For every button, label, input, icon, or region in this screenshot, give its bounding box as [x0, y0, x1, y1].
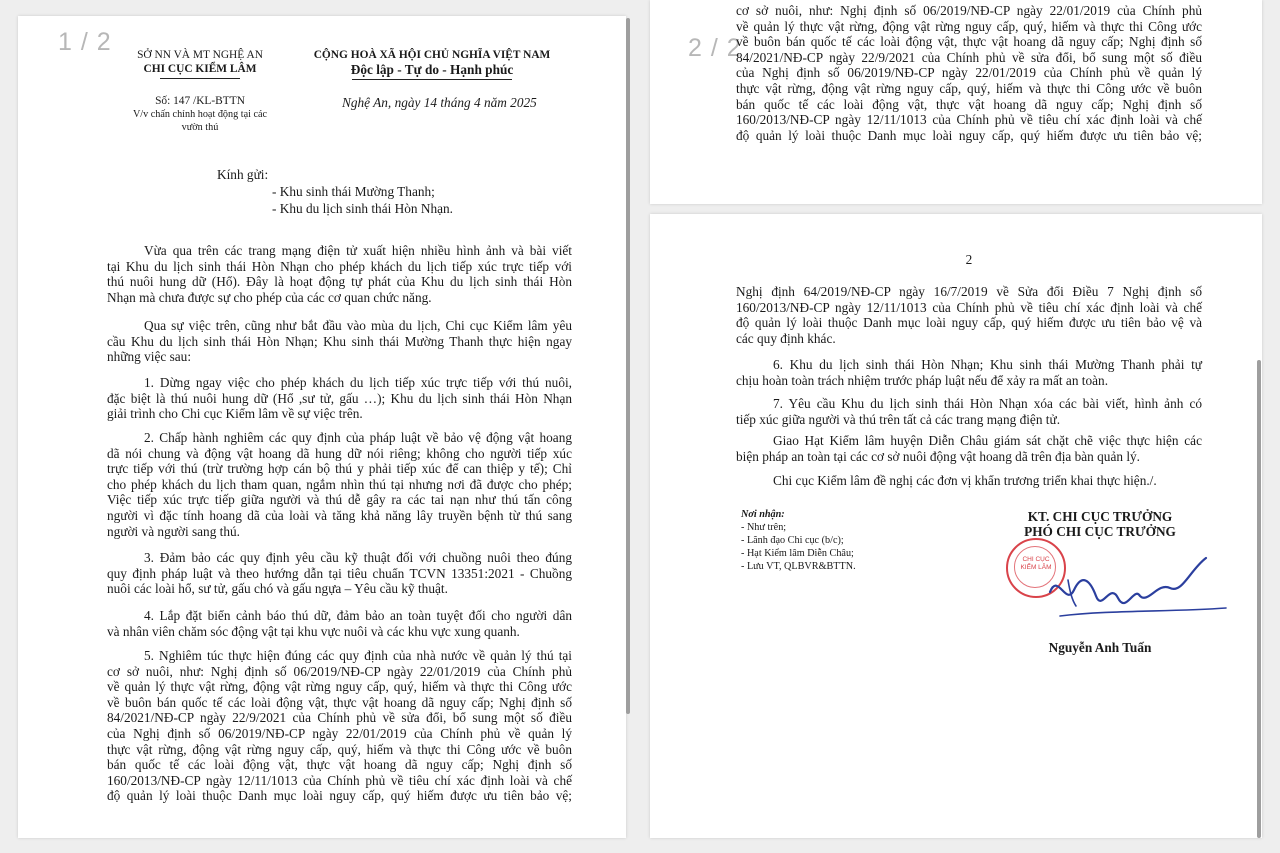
text-line: người vì đặc tính hoang dã của loài và tăng khả năng lây truyền bệnh từ thú sang	[107, 507, 572, 523]
recipients-list-item: - Như trên;	[741, 522, 787, 533]
text-line: về buôn bán quốc tế các loài động vật, thực vật hoang dã nguy cấp; Nghị định số	[736, 34, 1202, 50]
text-line: những việc sau:	[107, 349, 192, 365]
text-line: 6. Khu du lịch sinh thái Hòn Nhạn; Khu sinh thái Mường Thanh phải tự	[773, 357, 1202, 372]
text-line: thực vật rừng, động vật rừng nguy cấp, quý, hiếm và thực thi Công ước về buôn	[736, 80, 1202, 96]
text-line: và nhân viên chăm sóc động vật tại khu vực nuôi và các khu vực xung quanh.	[107, 623, 520, 639]
left-scrollbar-thumb[interactable]	[626, 18, 630, 714]
paragraph-item-4	[107, 608, 572, 639]
recipient-item: - Khu sinh thái Mường Thanh;	[272, 184, 435, 199]
country-name: CỘNG HOÀ XÃ HỘI CHỦ NGHĨA VIỆT NAM	[313, 49, 551, 61]
paragraph-item-2	[107, 430, 572, 539]
text-line: thú nuôi hung dữ (Hổ). Đây là hoạt động tự phát của Khu du lịch sinh thái Hòn	[107, 274, 572, 290]
text-line: thực vật rừng, động vật rừng nguy cấp, quý, hiếm và thực thi Công ước về buôn	[107, 741, 572, 757]
page2-paragraph-decree	[736, 284, 1202, 346]
text-line: 4. Lắp đặt biển cảnh báo thú dữ, đảm bảo an toàn tuyệt đối cho người dân	[144, 608, 572, 623]
text-line: Giao Hạt Kiểm lâm huyện Diễn Châu giám sát chặt chẽ việc thực hiện các	[773, 433, 1202, 448]
agency-line-2: CHI CỤC KIỂM LÂM	[143, 63, 257, 75]
place-date: Nghệ An, ngày 14 tháng 4 năm 2025	[342, 95, 537, 110]
page2-paragraph-supervision	[736, 433, 1202, 464]
agency-line-1: SỞ NN VÀ MT NGHỆ AN	[137, 49, 263, 61]
text-line: cơ sở nuôi, như: Nghị định số 06/2019/NĐ-CP ngày 22/01/2019 của Chính phủ	[736, 3, 1202, 18]
paragraph-item-1	[107, 375, 572, 422]
page-number: 2	[965, 252, 973, 267]
text-line: Qua sự việc trên, cũng như bắt đầu vào mùa du lịch, Chi cục Kiểm lâm yêu	[144, 318, 572, 333]
agency-underline	[160, 78, 240, 79]
signature-title-2: PHÓ CHI CỤC TRƯỞNG	[1024, 524, 1176, 539]
document-number: Số: 147 /KL-BTTN	[155, 95, 245, 107]
text-line: độ quản lý loài thuộc Danh mục loài nguy cấp, quý hiếm được ưu tiên bảo vệ và	[736, 315, 1202, 331]
text-line: biện pháp an toàn tại các cơ sở nuôi động vật hoang dã trên địa bàn quản lý.	[736, 448, 1140, 464]
text-line: chịu hoàn toàn trách nhiệm trước pháp luật nếu để xảy ra mất an toàn.	[736, 372, 1109, 388]
recipients-list-item: - Hạt Kiểm lâm Diễn Châu;	[741, 548, 854, 559]
text-line: độ quản lý loài thuộc Danh mục loài nguy cấp, quý hiếm được ưu tiên bảo vệ;	[736, 127, 1202, 143]
text-line: 160/2013/NĐ-CP ngày 12/11/1013 của Chính phủ về tiêu chí xác định loài và chế	[107, 772, 572, 788]
text-line: Nghị định 64/2019/NĐ-CP ngày 16/7/2019 về Sửa đổi Điều 7 Nghị định số	[736, 284, 1202, 299]
subject-line-1: V/v chấn chỉnh hoạt động tại các	[132, 109, 268, 120]
text-line: các quy định khác.	[736, 330, 836, 346]
text-line: của Nghị định số 06/2019/NĐ-CP ngày 22/01/2019 của Chính phủ về quản lý	[736, 65, 1202, 81]
paragraph-item-5	[107, 648, 572, 804]
text-line: 84/2021/NĐ-CP ngày 22/9/2021 của Chính phủ về sửa đổi, bổ sung một số điều	[736, 49, 1202, 65]
text-line: Vừa qua trên các trang mạng điện tử xuất hiện nhiều hình ảnh và bài viết	[144, 243, 572, 258]
recipients-list-label: Nơi nhận:	[741, 509, 785, 520]
text-line: 160/2013/NĐ-CP ngày 12/11/1013 của Chính phủ về tiêu chí xác định loài và chế	[736, 299, 1202, 315]
text-line: 7. Yêu cầu Khu du lịch sinh thái Hòn Nhạn xóa các bài viết, hình ảnh có	[773, 396, 1202, 411]
text-line: 1. Dừng ngay việc cho phép khách du lịch tiếp xúc trực tiếp với thú nuôi,	[144, 375, 572, 390]
signer-name: Nguyễn Anh Tuấn	[1048, 640, 1152, 655]
text-line: tiếp xúc giữa người và thú trên tất cả các trang mạng điện tử.	[736, 411, 1061, 427]
page2-paragraph-item-6	[736, 357, 1202, 388]
recipients-label: Kính gửi:	[217, 167, 269, 182]
page2-paragraph-closing	[736, 473, 1202, 489]
text-line: tại Khu du lịch sinh thái Hòn Nhạn cho phép khách du lịch tiếp xúc trực tiếp với	[107, 258, 572, 274]
recipients-list-item: - Lãnh đạo Chi cục (b/c);	[741, 535, 844, 546]
text-line: 3. Đảm bảo các quy định yêu cầu kỹ thuật đối với chuồng nuôi theo đúng	[144, 550, 572, 565]
paragraph-intro	[107, 243, 572, 305]
text-line: trực tiếp với thú (trừ trường hợp cán bộ thú y phải tiếp xúc để can thiệp y tế); Chỉ	[107, 461, 572, 477]
text-line: bán quốc tế các loài động vật, thực vật hoang dã nguy cấp; Nghị định số	[107, 757, 572, 773]
text-line: cầu Khu du lịch sinh thái Hòn Nhạn; Khu sinh thái Mường Thanh thực hiện ngay	[107, 333, 572, 349]
motto-underline	[352, 79, 512, 80]
text-line: về buôn bán quốc tế các loài động vật, thực vật hoang dã nguy cấp; Nghị định số	[107, 694, 572, 710]
text-line: đặc biệt là thú nuôi hung dữ (Hổ ,sư tử, gấu …); Khu du lịch sinh thái Hòn Nhạn	[107, 390, 572, 406]
text-line: về quản lý thực vật rừng, động vật rừng nguy cấp, quý, hiếm và thực thi Công ước	[736, 18, 1202, 34]
text-line: người và người sang thú.	[107, 523, 240, 539]
text-line: độ quản lý loài thuộc Danh mục loài nguy cấp, quý hiếm được ưu tiên bảo vệ;	[107, 788, 572, 804]
text-line: nuôi các loài hổ, sư tử, gấu chó và gấu ngựa – Yêu cầu kỹ thuật.	[107, 581, 448, 597]
text-line: về quản lý thực vật rừng, động vật rừng nguy cấp, quý, hiếm và thực thi Công ước	[107, 679, 572, 695]
page-indicator-left: 1 / 2	[58, 28, 112, 56]
text-line: cho phép khách du lịch tham quan, ngắm nhìn thú tại nhưng nơi đã được cho phép;	[107, 476, 572, 492]
text-line: cơ sở nuôi, như: Nghị định số 06/2019/NĐ-CP ngày 22/01/2019 của Chính phủ	[107, 663, 572, 679]
text-line: 84/2021/NĐ-CP ngày 22/9/2021 của Chính phủ về sửa đổi, bổ sung một số điều	[107, 710, 572, 726]
text-line: quy định pháp luật và theo hướng dẫn tại tiêu chuẩn TCVN 13351:2021 - Chuồng	[107, 565, 572, 581]
page-indicator-right: 2 / 2	[688, 34, 742, 62]
handwritten-signature	[1030, 552, 1230, 622]
text-line: Nhạn mà chưa được sự cho phép của các cơ quan chức năng.	[107, 289, 432, 305]
subject-line-2: vườn thú	[181, 122, 219, 133]
text-line: bán quốc tế các loài động vật, thực vật hoang dã nguy cấp; Nghị định số	[736, 96, 1202, 112]
page1-tail-excerpt	[736, 3, 1202, 143]
page2-paragraph-item-7	[736, 396, 1202, 427]
recipient-item: - Khu du lịch sinh thái Hòn Nhạn.	[272, 201, 453, 216]
text-line: 2. Chấp hành nghiêm các quy định của pháp luật về bảo vệ động vật hoang	[144, 430, 572, 445]
text-line: dã nói chung và động vật hoang dã hung dữ nói riêng; không cho người tiếp xúc	[107, 445, 572, 461]
right-scrollbar-thumb[interactable]	[1257, 360, 1261, 838]
text-line: 5. Nghiêm túc thực hiện đúng các quy định của nhà nước về quản lý thú tại	[144, 648, 572, 663]
paragraph-item-3	[107, 550, 572, 597]
text-line: Chi cục Kiểm lâm đề nghị các đơn vị khẩn trương triển khai thực hiện./.	[773, 473, 1157, 488]
paragraph-request	[107, 318, 572, 365]
signature-title-1: KT. CHI CỤC TRƯỞNG	[1027, 509, 1173, 524]
text-line: giải trình cho Chi cục Kiểm lâm về sự việc trên.	[107, 406, 363, 422]
text-line: Việc tiếp xúc trực tiếp giữa người và thú dễ gây ra các tai nạn như thú tấn công	[107, 492, 572, 508]
text-line: 160/2013/NĐ-CP ngày 12/11/1013 của Chính phủ về tiêu chí xác định loài và chế	[736, 112, 1202, 128]
seal-text: CHI CỤC KIỂM LÂM	[1020, 556, 1052, 571]
text-line: của Nghị định số 06/2019/NĐ-CP ngày 22/01/2019 của Chính phủ về quản lý	[107, 725, 572, 741]
national-motto: Độc lập - Tự do - Hạnh phúc	[350, 62, 514, 77]
recipients-list-item: - Lưu VT, QLBVR&BTTN.	[741, 561, 856, 572]
